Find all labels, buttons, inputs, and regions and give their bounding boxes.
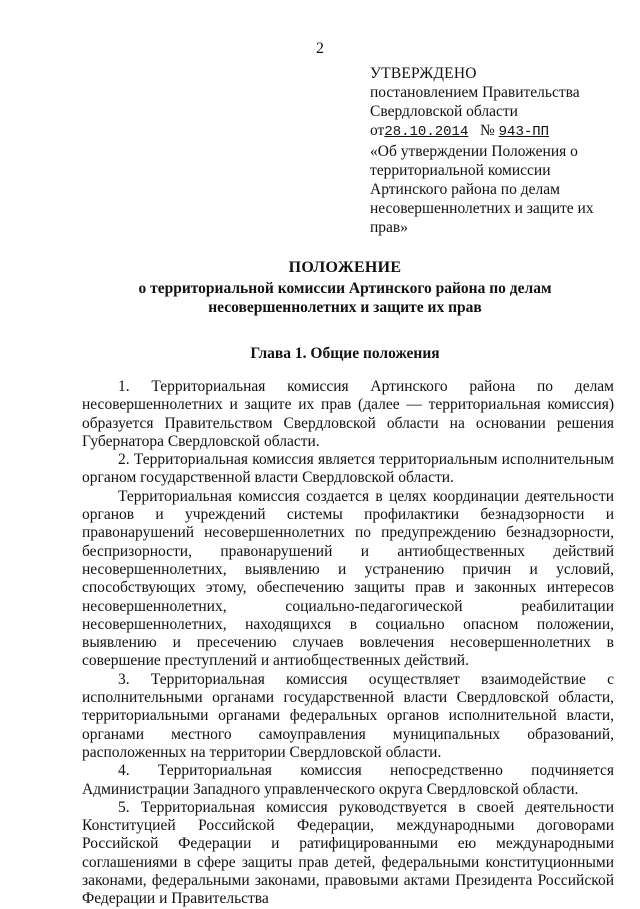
approval-line-1: постановлением Правительства [370,84,580,101]
approval-heading: УТВЕРЖДЕНО [370,65,477,82]
chapter-heading: Глава 1. Общие положения [250,345,440,362]
title-main: ПОЛОЖЕНИЕ [288,259,402,276]
paragraph-6: 5. Территориальная комиссия руководствуется в своей деятельности Конституцией Российской Федерации, международными договорами Российской Федерации и ратифицированными ею международными соглашениями в сфере защиты прав детей, федеральными конституционными законами, федеральными законами, правовыми актами Президента Российской Федерации и Правительства [82,798,614,908]
approval-stamp [370,64,610,237]
document-body [82,378,614,909]
approval-number: 943-ПП [498,124,550,140]
title-sub: о территориальной комиссии Артинского района по делам несовершеннолетних и защите их прав [138,280,552,316]
document-title [100,258,590,317]
approval-date: 28.10.2014 [384,124,469,140]
number-prefix: № [479,122,495,139]
paragraph-2: 2. Территориальная комиссия является территориальным исполнительным органом государственной власти Свердловской области. [82,451,614,487]
approval-subject: «Об утверждении Положения о территориальной комиссии Артинского района по делам несовершеннолетних и защите их прав» [370,143,594,236]
paragraph-3: Территориальная комиссия создается в целях координации деятельности органов и учреждений системы профилактики безнадзорности и правонарушений несовершеннолетних по предупреждению безнадзорности, беспризорности, правонарушений и антиобщественных действий несовершеннолетних, выявлению и устранению причин и условий, способствующих этому, обеспечению защиты прав и законных интересов несовершеннолетних, социально-педагогической реабилитации несовершеннолетних, находящихся в социально опасном положении, выявлению и пресечению случаев вовлечения несовершеннолетних в совершение преступлений и антиобщественных действий. [82,487,614,670]
approval-line-2: Свердловской области [370,103,518,120]
paragraph-1: 1. Территориальная комиссия Артинского района по делам несовершеннолетних и защите их прав (далее — территориальная комиссия) образуется Правительством Свердловской области на основании решения Губернатора Свердловской области. [82,378,614,450]
paragraph-4: 3. Территориальная комиссия осуществляет взаимодействие с исполнительными органами государственной власти Свердловской области, территориальными органами федеральных органов исполнительной власти, органами местного самоуправления муниципальных образований, расположенных на территории Свердловской области. [82,670,614,761]
page-number: 2 [316,40,324,57]
approval-date-line [370,121,610,142]
paragraph-5: 4. Территориальная комиссия непосредственно подчиняется Администрации Западного управленческого округа Свердловской области. [82,762,614,798]
date-prefix: от [370,122,385,139]
